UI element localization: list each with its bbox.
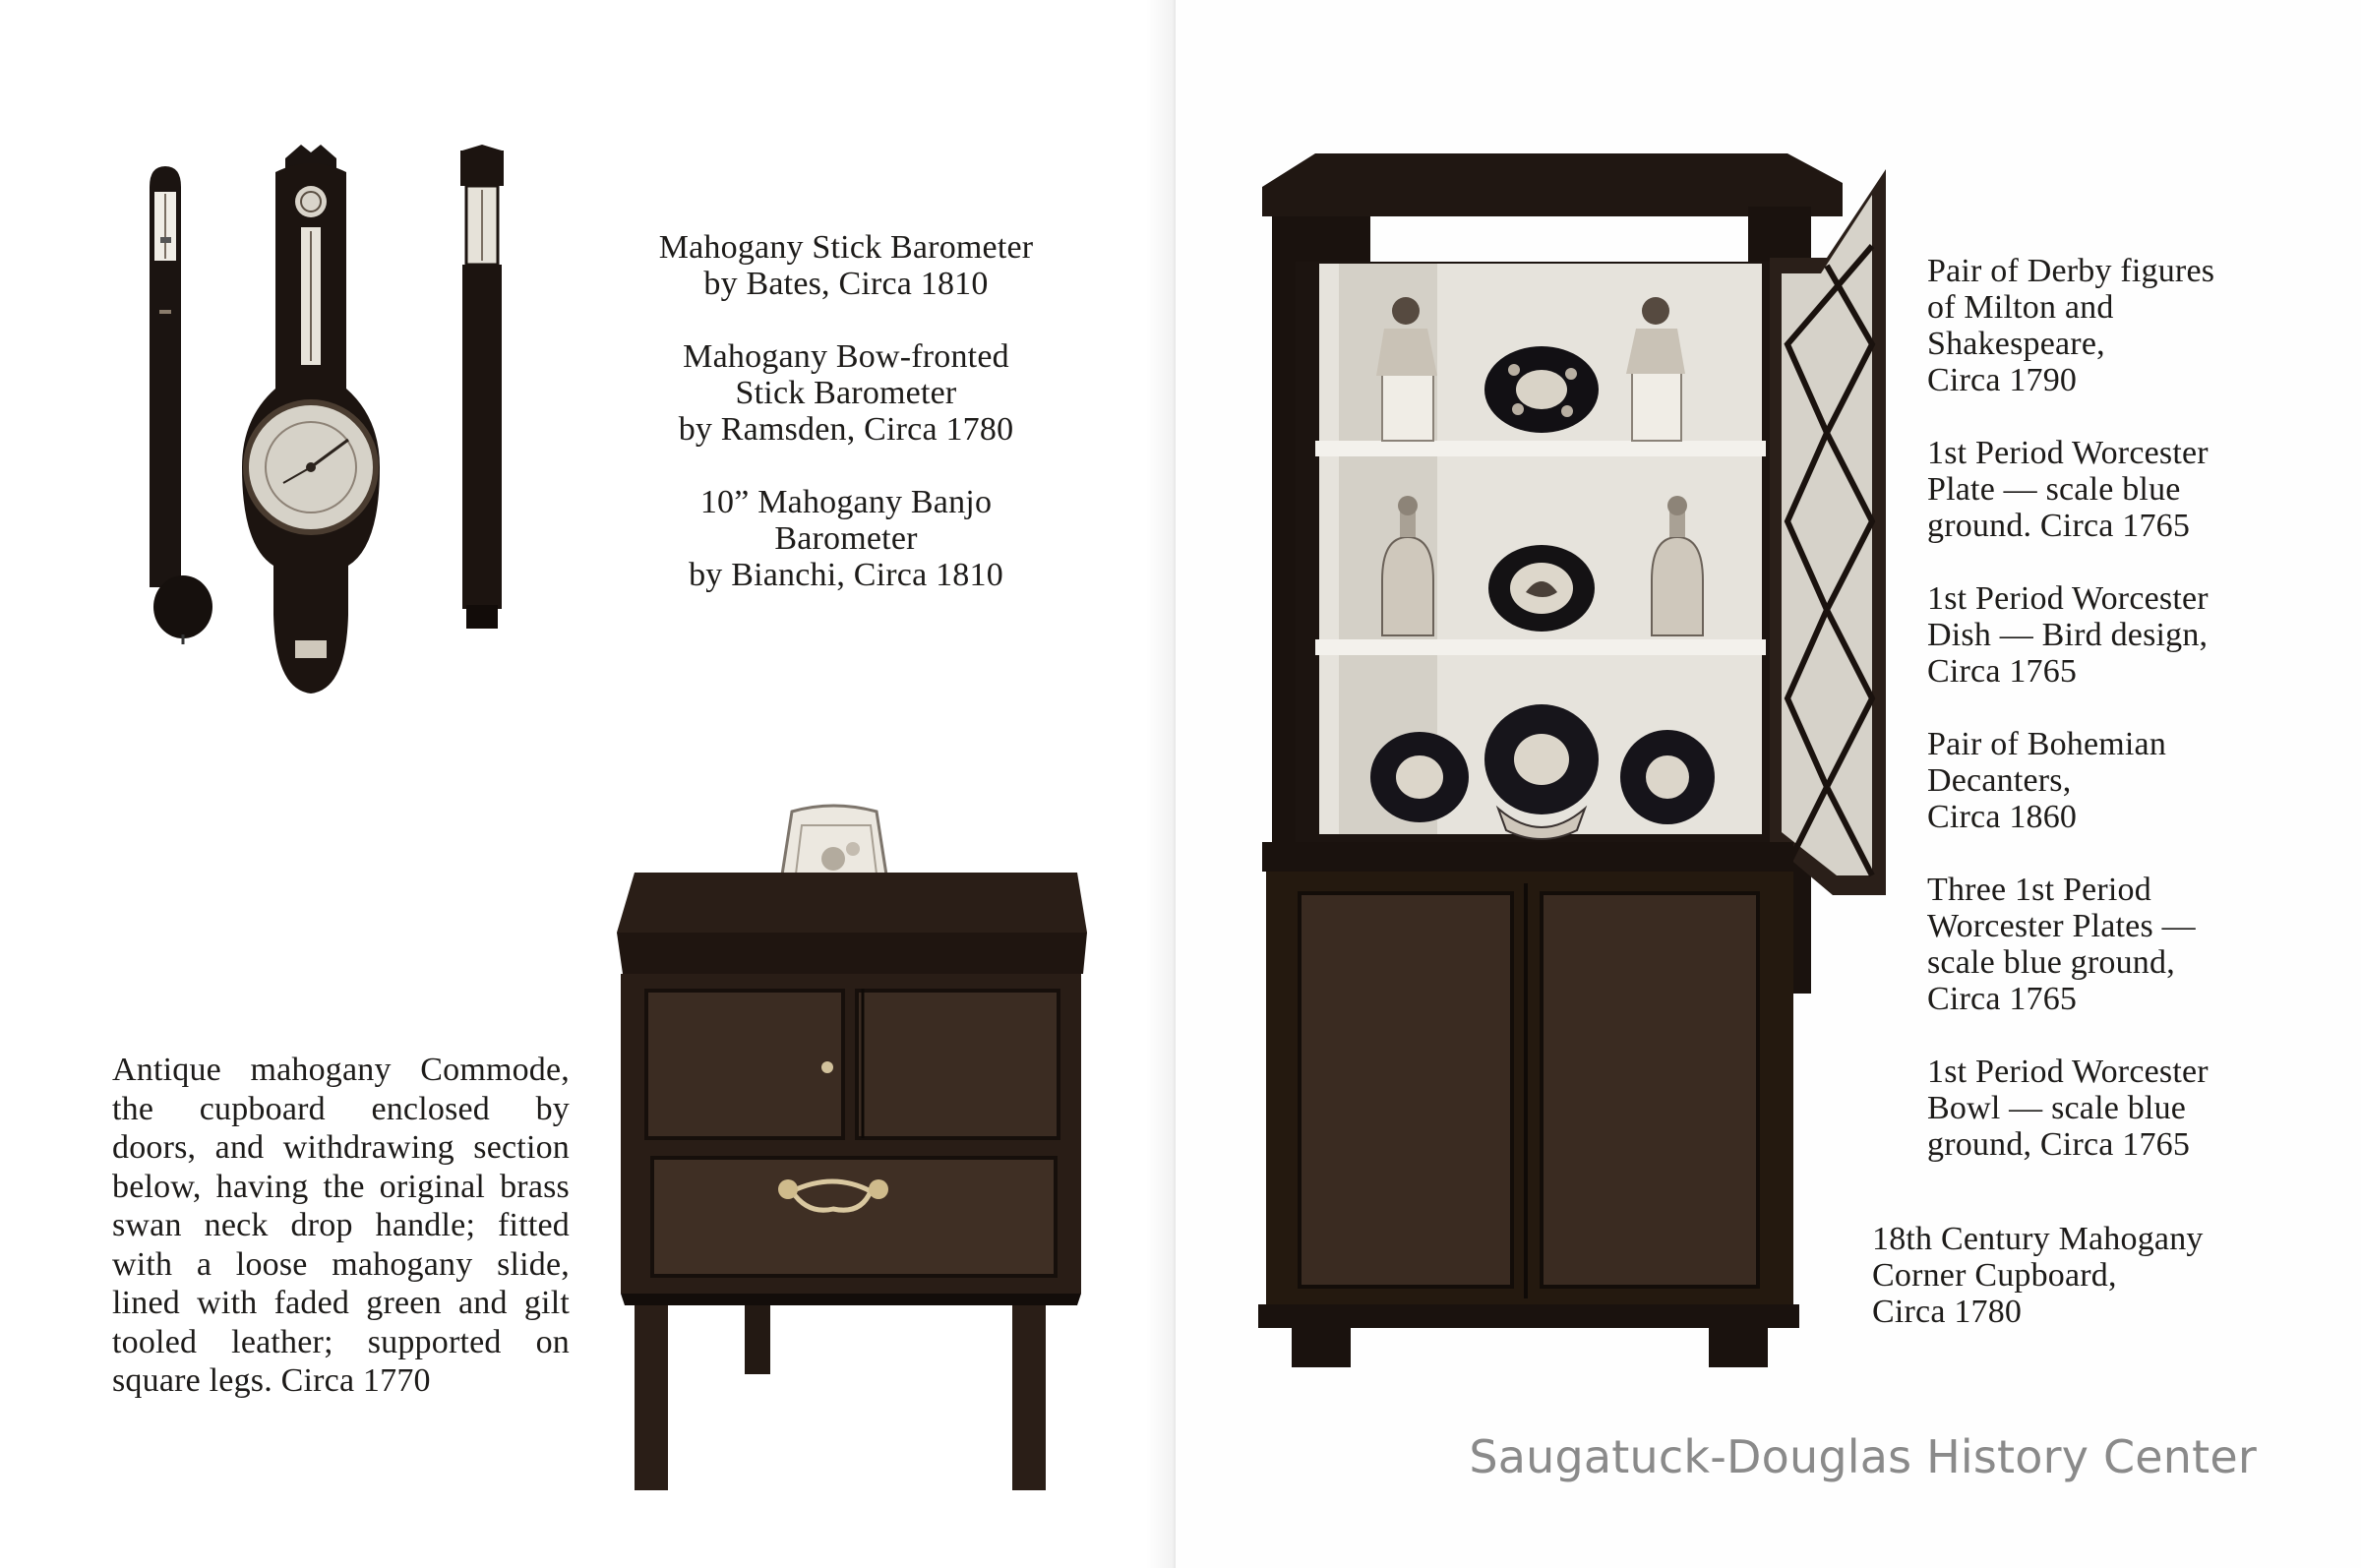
caption-bohemian-decanters: Pair of Bohemian Decanters, Circa 1860 (1927, 726, 2167, 835)
corner-cupboard-photo (1256, 148, 1886, 1387)
left-page (0, 0, 1176, 1568)
caption-worcester-bowl: 1st Period Worcester Bowl — scale blue ground, Circa 1765 (1927, 1054, 2209, 1163)
caption-stick-barometer-bates: Mahogany Stick Barometer by Bates, Circa 1810 (658, 229, 1034, 302)
stick-barometer-bianchi (460, 145, 504, 629)
caption-worcester-plate: 1st Period Worcester Plate — scale blue ground. Circa 1765 (1927, 435, 2209, 544)
caption-worcester-dish: 1st Period Worcester Dish — Bird design, Circa 1765 (1927, 580, 2209, 690)
cupboard-caption: 18th Century Mahogany Corner Cupboard, Circa 1780 (1872, 1221, 2204, 1330)
barometers-photo (138, 133, 531, 703)
right-page (1176, 0, 2361, 1568)
china-captions (1927, 253, 2301, 1163)
caption-three-worcester-plates: Three 1st Period Worcester Plates — scale blue ground, Circa 1765 (1927, 872, 2196, 1017)
watermark: Saugatuck-Douglas History Center (1469, 1430, 2257, 1483)
banjo-barometer-ramsden (242, 145, 380, 694)
worcester-plate-left (1370, 732, 1469, 822)
commode-caption: Antique mahogany Commode, the cupboard enclosed by doors, and withdrawing section below, having the original brass swan neck drop handle; fitted with a loose mahogany slide, lined with faded green and gilt tooled leather; supported on square legs. Circa 1770 (112, 1052, 570, 1399)
barometer-captions (630, 229, 1062, 593)
stick-barometer-bates (150, 166, 212, 644)
commode-photo (605, 802, 1097, 1490)
worcester-plate-top (1484, 346, 1599, 433)
worcester-plate-center (1484, 704, 1599, 814)
worcester-plate-right (1620, 730, 1715, 824)
caption-bow-fronted-barometer: Mahogany Bow-fronted Stick Barometer by Ramsden, Circa 1780 (678, 338, 1014, 448)
open-glazed-door (1770, 169, 1886, 895)
worcester-dish-bird (1488, 545, 1595, 632)
caption-banjo-barometer: 10” Mahogany Banjo Barometer by Bianchi, Circa 1810 (689, 484, 1003, 593)
caption-derby-figures: Pair of Derby figures of Milton and Shakespeare, Circa 1790 (1927, 253, 2215, 398)
